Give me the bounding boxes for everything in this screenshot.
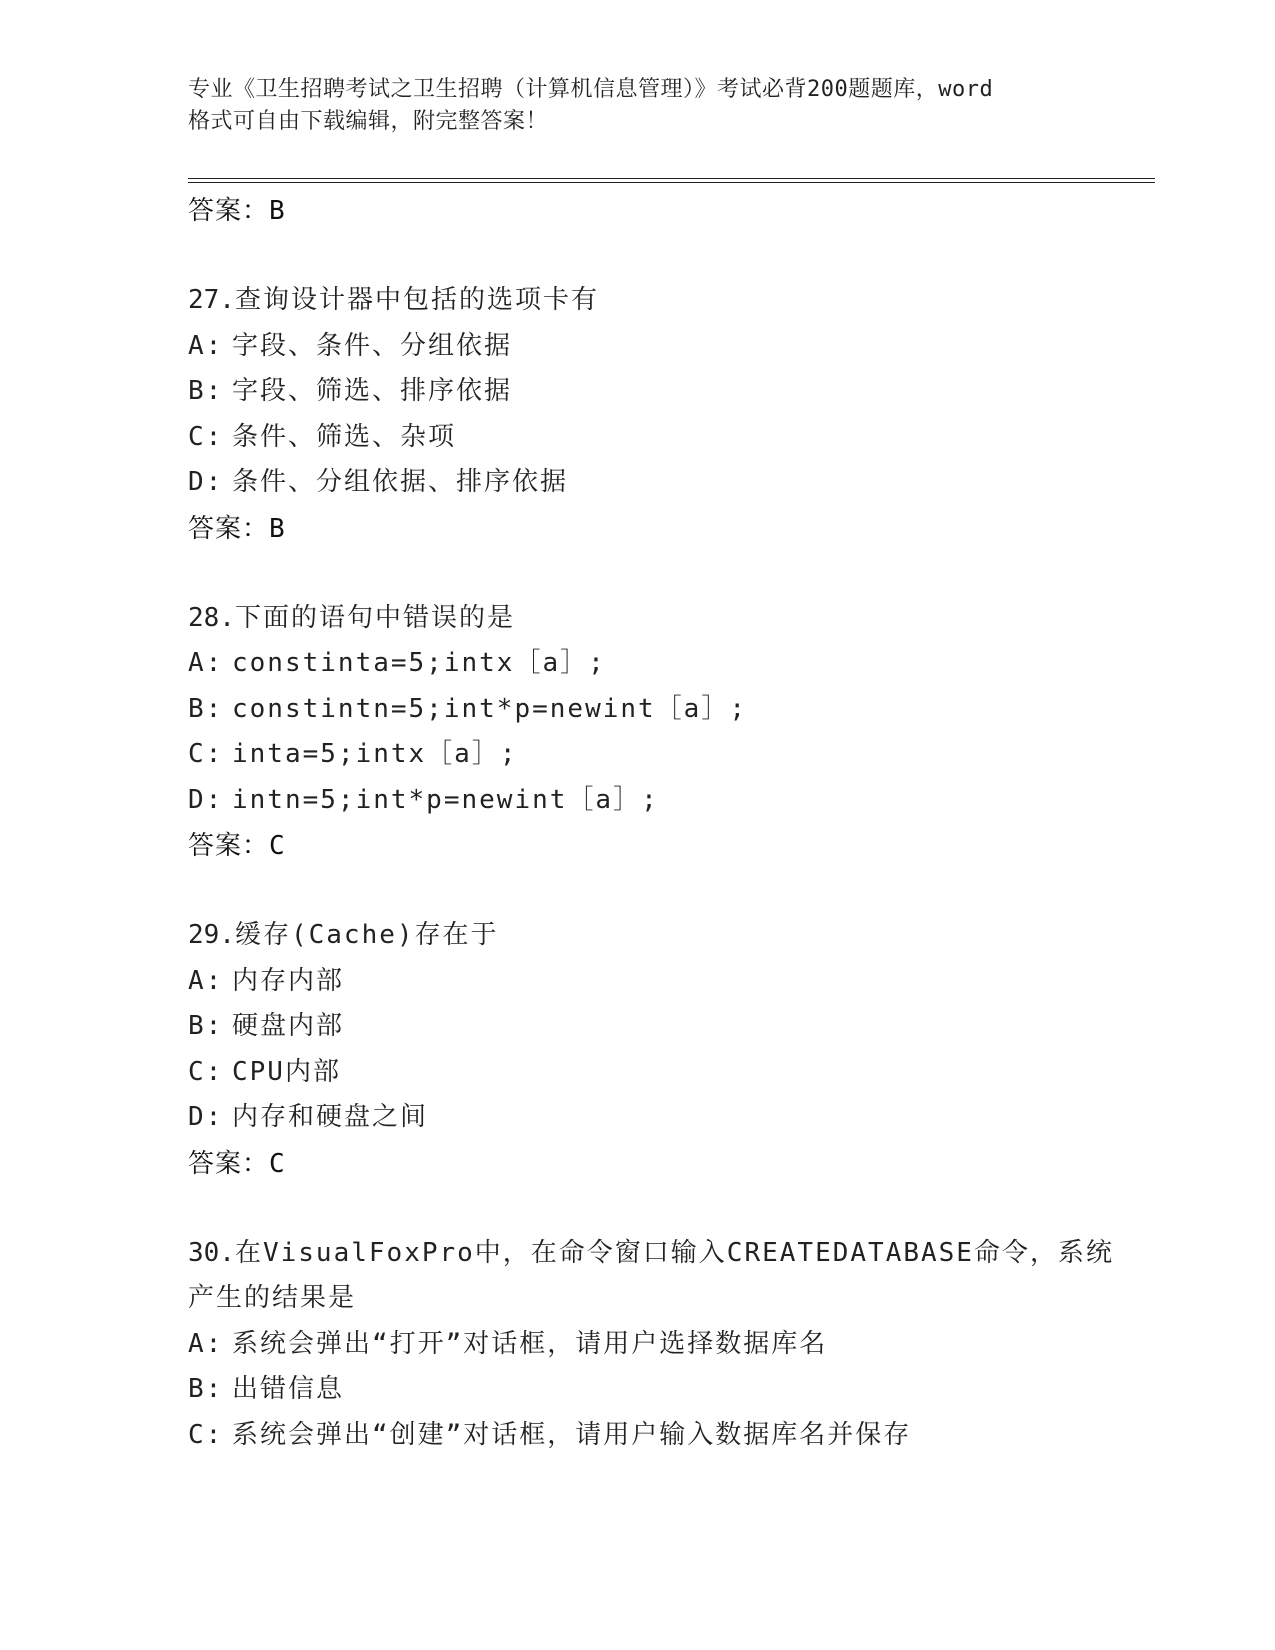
previous-answer: 答案：B (188, 196, 286, 226)
option-text: 字段、条件、分组依据 (232, 330, 513, 361)
option-label: A: (188, 1328, 224, 1359)
option-text: 系统会弹出“创建”对话框，请用户输入数据库名并保存 (232, 1419, 912, 1450)
option-a (188, 959, 1148, 1005)
option-label: D: (188, 1102, 224, 1132)
option-label: C: (188, 1056, 224, 1087)
question-27 (188, 278, 1148, 552)
answer: 答案：C (188, 1148, 286, 1179)
option-b (188, 1004, 1148, 1050)
option-label: A: (188, 648, 224, 678)
option-label: B: (188, 376, 224, 406)
option-label: B: (188, 1011, 224, 1041)
option-text: CPU内部 (232, 1056, 341, 1087)
option-b (188, 1367, 1148, 1413)
option-d (188, 1095, 1148, 1141)
option-a (188, 1322, 1148, 1368)
option-text: constintn=5;int*p=newint［a］; (232, 693, 747, 724)
option-label: B: (188, 693, 224, 724)
option-text: 条件、筛选、杂项 (232, 421, 457, 452)
option-c (188, 1050, 1148, 1096)
option-text: 内存内部 (232, 965, 345, 996)
option-text: 字段、筛选、排序依据 (232, 376, 513, 406)
option-label: D: (188, 784, 224, 815)
question-29 (188, 913, 1148, 1187)
option-label: B: (188, 1374, 224, 1404)
option-text: 出错信息 (232, 1374, 345, 1404)
question-number: 27. (188, 285, 235, 315)
question-stem: 查询设计器中包括的选项卡有 (234, 285, 599, 315)
option-text: 系统会弹出“打开”对话框，请用户选择数据库名 (232, 1328, 828, 1359)
option-c (188, 415, 1148, 461)
question-28 (188, 596, 1148, 870)
header-line-2: 格式可自由下载编辑，附完整答案！ (188, 109, 549, 134)
question-stem: 缓存(Cache)存在于 (234, 920, 499, 950)
answer: 答案：C (188, 831, 286, 861)
question-30 (188, 1231, 1148, 1459)
option-text: 内存和硬盘之间 (232, 1102, 429, 1132)
question-stem-line-1: 在VisualFoxPro中，在命令窗口输入CREATEDATABASE命令，系统 (234, 1237, 1114, 1268)
option-text: 硬盘内部 (232, 1011, 345, 1041)
option-text: 条件、分组依据、排序依据 (232, 467, 569, 497)
option-a (188, 641, 1148, 687)
question-text (188, 278, 1148, 324)
option-label: D: (188, 467, 224, 497)
question-stem: 下面的语句中错误的是 (234, 602, 515, 633)
question-number: 29. (188, 920, 235, 950)
answer: 答案：B (188, 513, 286, 544)
document-header (188, 74, 1088, 138)
option-c (188, 1413, 1148, 1459)
option-label: C: (188, 739, 224, 769)
question-stem-line-2: 产生的结果是 (188, 1283, 357, 1313)
question-text (188, 1231, 1148, 1277)
option-c (188, 732, 1148, 778)
option-d (188, 460, 1148, 506)
option-text: constinta=5;intx［a］; (232, 648, 606, 678)
option-text: inta=5;intx［a］; (232, 739, 518, 769)
option-label: C: (188, 1419, 224, 1450)
option-label: C: (188, 421, 224, 452)
question-list (188, 188, 1148, 1458)
header-rule-top (188, 178, 1155, 179)
option-b (188, 369, 1148, 415)
header-line-1: 专业《卫生招聘考试之卫生招聘（计算机信息管理）》考试必背200题题库，word (188, 77, 994, 102)
question-text (188, 913, 1148, 959)
option-label: A: (188, 965, 224, 996)
option-label: A: (188, 330, 224, 361)
option-d (188, 778, 1148, 824)
option-text: intn=5;int*p=newint［a］; (232, 784, 659, 815)
option-b (188, 687, 1148, 733)
question-number: 30. (188, 1237, 235, 1268)
question-number: 28. (188, 602, 235, 633)
option-a (188, 324, 1148, 370)
header-rule-bottom (188, 182, 1155, 183)
question-text (188, 596, 1148, 642)
